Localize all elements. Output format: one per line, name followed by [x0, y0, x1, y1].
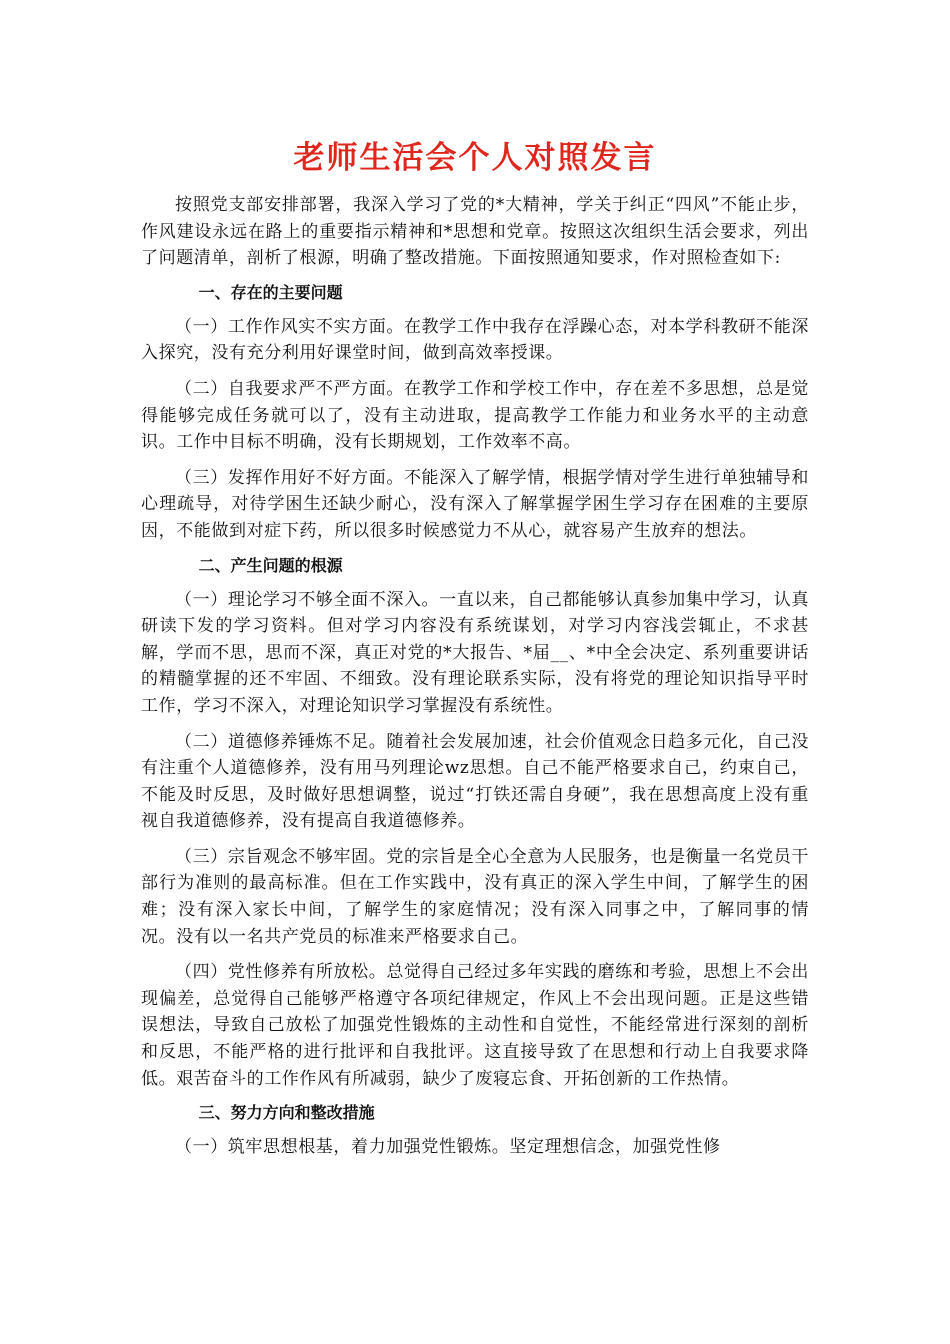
paragraph: （一）筑牢思想根基，着力加强党性锻炼。坚定理想信念，加强党性修	[175, 1137, 721, 1158]
document-page	[141, 130, 809, 1170]
section-rectification-measures	[141, 1101, 809, 1161]
document-title: 老师生活会个人对照发言	[293, 140, 657, 176]
paragraph: （三）发挥作用好不好方面。不能深入了解学情，根据学情对学生进行单独辅导和心理疏导，对待学困生还缺少耐心，没有深入了解掌握学困生学习存在困难的主要原因，不能做到对症下药，所以很多时候感觉力不从心，就容易产生放弃的想法。	[141, 467, 809, 541]
section-heading: 三、努力方向和整改措施	[198, 1103, 375, 1123]
intro-paragraph: 按照党支部安排部署，我深入学习了党的*大精神，学关于纠正“四风”不能止步，作风建设永远在路上的重要指示精神和*思想和党章。按照这次组织生活会要求，列出了问题清单，剖析了根源，明确了整改措施。下面按照通知要求，作对照检查如下:	[141, 195, 809, 269]
paragraph: （一）工作作风实不实方面。在教学工作中我存在浮躁心态，对本学科教研不能深入探究，没有充分利用好课堂时间，做到高效率授课。	[141, 316, 809, 364]
section-root-causes	[141, 554, 809, 1093]
section-heading: 一、存在的主要问题	[198, 282, 343, 302]
paragraph: （四）党性修养有所放松。总觉得自己经过多年实践的磨练和考验，思想上不会出现偏差，总觉得自己能够严格遵守各项纪律规定，作风上不会出现问题。正是这些错误想法，导致自己放松了加强党性锻炼的主动性和自觉性，不能经常进行深刻的剖析和反思，不能严格的进行批评和自我批评。这直接导致了在思想和行动上自我要求降低。艰苦奋斗的工作作风有所减弱，缺少了废寝忘食、开拓创新的工作热情。	[141, 962, 809, 1089]
paragraph: （二）自我要求严不严方面。在教学工作和学校工作中，存在差不多思想，总是觉得能够完成任务就可以了，没有主动进取，提高教学工作能力和业务水平的主动意识。工作中目标不明确，没有长期规划，工作效率不高。	[141, 378, 809, 453]
paragraph: （三）宗旨观念不够牢固。党的宗旨是全心全意为人民服务，也是衡量一名党员干部行为准则的最高标准。但在工作实践中，没有真正的深入学生中间，了解学生的困难；没有深入家长中间，了解学生的家庭情况；没有深入同事之中，了解同事的情况。没有以一名共产党员的标准来严格要求自己。	[141, 846, 809, 947]
section-main-problems	[141, 281, 809, 545]
paragraph: （一）理论学习不够全面不深入。一直以来，自己都能够认真参加集中学习，认真研读下发的学习资料。但对学习内容没有系统谋划，对学习内容浅尝辄止，不求甚解，学而不思，思而不深，真正对党的*大报告、*届__、*中全会决定、系列重要讲话的精髓掌握的还不牢固、不细致。没有理论联系实际，没有将党的理论知识指导平时工作，学习不深入，对理论知识学习掌握没有系统性。	[141, 589, 809, 716]
section-heading: 二、产生问题的根源	[198, 555, 343, 575]
paragraph: （二）道德修养锤炼不足。随着社会发展加速，社会价值观念日趋多元化，自己没有注重个人道德修养，没有用马列理论wz思想。自己不能严格要求自己，约束自己，不能及时反思，及时做好思想调整，说过“打铁还需自身硬”，我在思想高度上没有重视自我道德修养，没有提高自我道德修养。	[141, 731, 809, 832]
